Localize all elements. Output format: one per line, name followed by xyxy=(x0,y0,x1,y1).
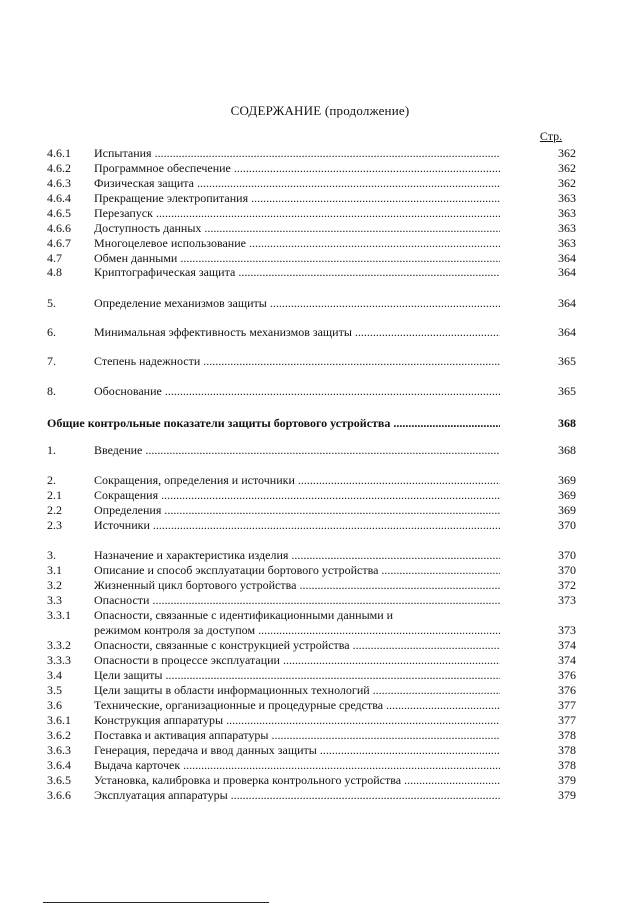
toc-entry-title: Степень надежности ..... xyxy=(94,354,500,369)
toc-entry-page: 377 xyxy=(558,698,576,712)
toc-entry-number: 4.7 xyxy=(47,251,62,265)
toc-entry xyxy=(0,623,640,638)
toc-entry-page: 378 xyxy=(558,728,576,742)
toc-entry-number: 2.2 xyxy=(47,503,62,517)
toc-entry-page: 376 xyxy=(558,668,576,682)
toc-entry-page: 363 xyxy=(558,221,576,235)
toc-entry-page: 364 xyxy=(558,265,576,279)
toc-entry-number: 3.6.4 xyxy=(47,758,71,772)
toc-entry-title: Цели защиты ..... xyxy=(94,668,500,683)
toc-entry-title: Сокращения, определения и источники ..... xyxy=(94,473,500,488)
toc-entry-title: Назначение и характеристика изделия ..... xyxy=(94,548,500,563)
toc-entry xyxy=(0,683,640,698)
toc-entry-page: 370 xyxy=(558,548,576,562)
toc-entry-page: 363 xyxy=(558,206,576,220)
toc-entry xyxy=(0,608,640,623)
toc-entry xyxy=(0,503,640,518)
toc-entry-title: Источники ..... xyxy=(94,518,500,533)
toc-entry-title: Общие контрольные показатели защиты бортового устройства ..... xyxy=(47,416,500,431)
toc-entry xyxy=(0,191,640,206)
toc-entry-page: 370 xyxy=(558,518,576,532)
toc-entry-page: 369 xyxy=(558,488,576,502)
toc-entry-title: Опасности, связанные с идентификационными данными и xyxy=(94,608,394,622)
toc-entry-number: 4.8 xyxy=(47,265,62,279)
toc-entry-number: 3.2 xyxy=(47,578,62,592)
toc-entry-title: Технические, организационные и процедурные средства ..... xyxy=(94,698,500,713)
toc-entry-title: Поставка и активация аппаратуры ..... xyxy=(94,728,500,743)
toc-entry-number: 4.6.3 xyxy=(47,176,71,190)
toc-entry-number: 7. xyxy=(47,354,56,368)
toc-entry-page: 379 xyxy=(558,788,576,802)
toc-entry-number: 3.6.1 xyxy=(47,713,71,727)
toc-entry-title: Прекращение электропитания ..... xyxy=(94,191,500,206)
toc-entry-title: Определение механизмов защиты ..... xyxy=(94,296,500,311)
toc-entry-number: 4.6.7 xyxy=(47,236,71,250)
toc-entry xyxy=(0,265,640,280)
toc-entry-title: Жизненный цикл бортового устройства ..... xyxy=(94,578,500,593)
toc-entry-title: Обмен данными ..... xyxy=(94,251,500,266)
toc-entry-number: 2.3 xyxy=(47,518,62,532)
toc-entry-number: 6. xyxy=(47,325,56,339)
toc-entry-number: 3.5 xyxy=(47,683,62,697)
toc-entry-number: 2. xyxy=(47,473,56,487)
toc-entry-page: 369 xyxy=(558,473,576,487)
toc-entry xyxy=(0,773,640,788)
toc-entry xyxy=(0,206,640,221)
toc-entry-page: 364 xyxy=(558,325,576,339)
toc-entry-title: Физическая защита ..... xyxy=(94,176,500,191)
toc-entry-page: 377 xyxy=(558,713,576,727)
toc-entry-page: 365 xyxy=(558,354,576,368)
toc-entry-page: 365 xyxy=(558,384,576,398)
toc-entry-page: 378 xyxy=(558,758,576,772)
toc-entry-page: 363 xyxy=(558,191,576,205)
toc-entry-title: режимом контроля за доступом ..... xyxy=(94,623,500,638)
toc-entry-title: Установка, калибровка и проверка контрольного устройства ..... xyxy=(94,773,500,788)
toc-entry-page: 364 xyxy=(558,251,576,265)
toc-entry xyxy=(0,713,640,728)
toc-entry-number: 3.6.6 xyxy=(47,788,71,802)
toc-entry-title: Эксплуатация аппаратуры ..... xyxy=(94,788,500,803)
toc-entry-page: 373 xyxy=(558,593,576,607)
toc-entry-number: 8. xyxy=(47,384,56,398)
toc-entry-number: 3.4 xyxy=(47,668,62,682)
toc-entry xyxy=(0,236,640,251)
toc-entry-title: Опасности ..... xyxy=(94,593,500,608)
toc-entry-page: 378 xyxy=(558,743,576,757)
toc-entry-number: 4.6.2 xyxy=(47,161,71,175)
toc-entry-title: Опасности в процессе эксплуатации ..... xyxy=(94,653,500,668)
toc-entry xyxy=(0,518,640,533)
toc-entry xyxy=(0,698,640,713)
toc-entry-number: 3.3.1 xyxy=(47,608,71,622)
toc-entry-title: Сокращения ..... xyxy=(94,488,500,503)
toc-entry-page: 362 xyxy=(558,161,576,175)
toc-entry-page: 372 xyxy=(558,578,576,592)
toc-entry xyxy=(0,251,640,266)
toc-entry-page: 364 xyxy=(558,296,576,310)
toc-entry xyxy=(0,473,640,488)
toc-entry-number: 3.6 xyxy=(47,698,62,712)
toc-entry-page: 374 xyxy=(558,638,576,652)
toc-entry-page: 376 xyxy=(558,683,576,697)
toc-entry xyxy=(0,788,640,803)
toc-entry-number: 3. xyxy=(47,548,56,562)
toc-entry xyxy=(0,578,640,593)
toc-entry-title: Введение ..... xyxy=(94,443,500,458)
toc-entry-title: Обоснование ..... xyxy=(94,384,500,399)
toc-entry-number: 3.6.2 xyxy=(47,728,71,742)
toc-entry xyxy=(0,161,640,176)
page-title: СОДЕРЖАНИЕ (продолжение) xyxy=(230,103,410,118)
toc-entry-title: Описание и способ эксплуатации бортового устройства ..... xyxy=(94,563,500,578)
toc-entry-page: 379 xyxy=(558,773,576,787)
toc-entry-title: Конструкция аппаратуры ..... xyxy=(94,713,500,728)
toc-entry-page: 369 xyxy=(558,503,576,517)
page-column-label: Стр. xyxy=(539,129,563,143)
toc-entry-title: Испытания ..... xyxy=(94,146,500,161)
toc-entry xyxy=(0,384,640,399)
toc-entry-number: 4.6.1 xyxy=(47,146,71,160)
toc-entry-number: 3.6.3 xyxy=(47,743,71,757)
toc-entry-title: Опасности, связанные с конструкцией устройства ..... xyxy=(94,638,500,653)
toc-entry-number: 4.6.6 xyxy=(47,221,71,235)
toc-entry xyxy=(0,593,640,608)
toc-entry-page: 368 xyxy=(558,416,576,430)
toc-entry-page: 362 xyxy=(558,146,576,160)
toc-entry xyxy=(0,653,640,668)
toc-entry-title: Определения ..... xyxy=(94,503,500,518)
toc-entry-number: 1. xyxy=(47,443,56,457)
toc-entry-number: 4.6.5 xyxy=(47,206,71,220)
footnote-rule xyxy=(43,902,269,903)
toc-entry-title: Перезапуск ..... xyxy=(94,206,500,221)
toc-entry xyxy=(0,728,640,743)
toc-entry-number: 3.3.3 xyxy=(47,653,71,667)
toc-entry-title: Многоцелевое использование ..... xyxy=(94,236,500,251)
toc-entry-page: 374 xyxy=(558,653,576,667)
toc-entry xyxy=(0,743,640,758)
toc-entry xyxy=(0,668,640,683)
toc-entry-number: 3.3 xyxy=(47,593,62,607)
toc-entry-page: 363 xyxy=(558,236,576,250)
toc-entry-title: Минимальная эффективность механизмов защиты ..... xyxy=(94,325,500,340)
toc-entry xyxy=(0,354,640,369)
toc-entry-page: 362 xyxy=(558,176,576,190)
toc-entry xyxy=(0,638,640,653)
toc-entry-number: 2.1 xyxy=(47,488,62,502)
toc-entry xyxy=(0,443,640,458)
toc-entry xyxy=(0,296,640,311)
toc-entry xyxy=(0,325,640,340)
toc-entry-title: Криптографическая защита ..... xyxy=(94,265,500,280)
toc-entry xyxy=(0,221,640,236)
toc-entry-title: Программное обеспечение ..... xyxy=(94,161,500,176)
toc-entry-title: Доступность данных ..... xyxy=(94,221,500,236)
toc-entry-title: Цели защиты в области информационных технологий ..... xyxy=(94,683,500,698)
toc-entry xyxy=(0,488,640,503)
toc-entry-page: 368 xyxy=(558,443,576,457)
toc-entry xyxy=(0,176,640,191)
toc-entry-number: 4.6.4 xyxy=(47,191,71,205)
toc-entry-page: 373 xyxy=(558,623,576,637)
toc-entry-number: 3.6.5 xyxy=(47,773,71,787)
toc-entry-number: 3.1 xyxy=(47,563,62,577)
toc-entry xyxy=(0,416,640,431)
toc-entry-title: Выдача карточек ..... xyxy=(94,758,500,773)
toc-entry xyxy=(0,146,640,161)
toc-entry xyxy=(0,758,640,773)
toc-entry-number: 3.3.2 xyxy=(47,638,71,652)
toc-entry-number: 5. xyxy=(47,296,56,310)
toc-entry-title: Генерация, передача и ввод данных защиты ..... xyxy=(94,743,500,758)
toc-entry xyxy=(0,563,640,578)
toc-entry xyxy=(0,548,640,563)
toc-entry-page: 370 xyxy=(558,563,576,577)
